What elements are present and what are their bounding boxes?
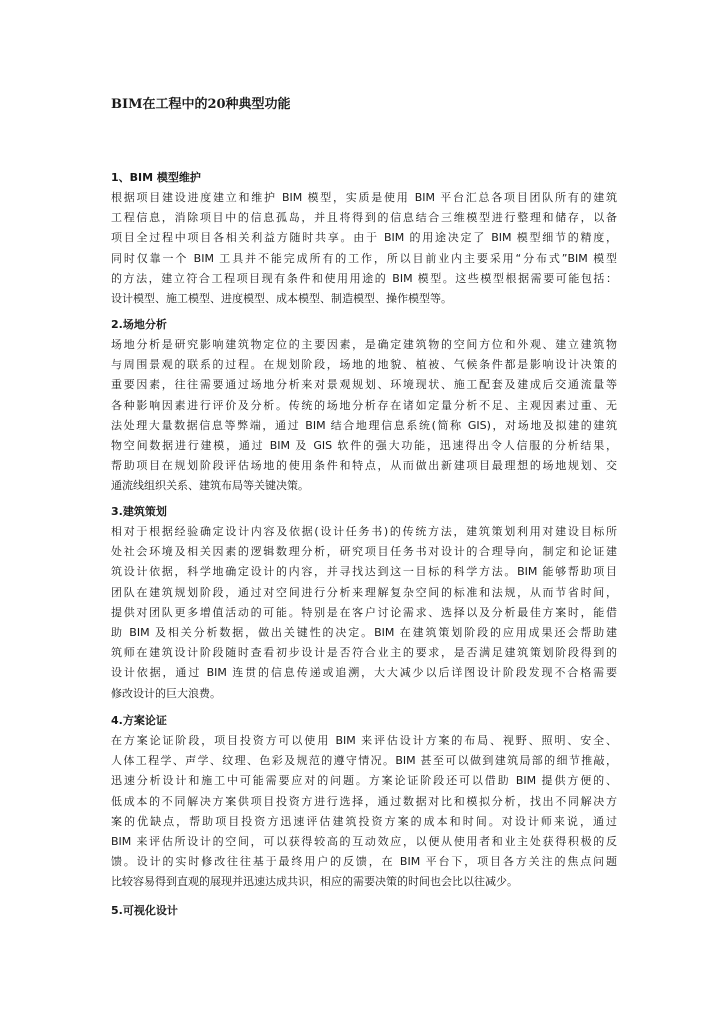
- paragraph-line: 与周围景观的联系的过程。在规划阶段，场地的地貌、植被、气候条件都是影响设计决策的: [111, 358, 617, 372]
- paragraph-line: 迅速分析设计和施工中可能需要应对的问题。方案论证阶段还可以借助 BIM 提供方便的、: [111, 774, 617, 788]
- paragraph-line: 人体工程学、声学、纹理、色彩及规范的遵守情况。BIM 甚至可以做到建筑局部的细节推敲，: [111, 754, 617, 768]
- paragraph-line: 设计模型、施工模型、进度模型、成本模型、制造模型、操作模型等。: [111, 291, 452, 305]
- section-heading: 4.方案论证: [111, 714, 167, 727]
- paragraph-line: 设计依据，通过 BIM 连贯的信息传递或追溯，大大减少以后详图设计阶段发现不合格需要: [111, 666, 617, 680]
- paragraph-line: 同时仅靠一个 BIM 工具并不能完成所有的工作，所以目前业内主要采用“分布式”BIM 模型: [111, 251, 617, 265]
- section-visual-design: [111, 901, 617, 921]
- paragraph-line: 处社会环境及相关因素的逻辑数理分析，研究项目任务书对设计的合理导向，制定和论证建: [111, 545, 617, 559]
- section-heading: 3.建筑策划: [111, 505, 167, 518]
- paragraph-line: 通流线组织关系、建筑布局等关键决策。: [111, 479, 309, 493]
- section-paragraph: [111, 731, 617, 893]
- paragraph-line: 案的优缺点，帮助项目投资方迅速评估建筑投资方案的成本和时间。对设计师来说，通过: [111, 814, 617, 828]
- section-scheme-demonstration: [111, 711, 617, 893]
- section-paragraph: [111, 335, 617, 497]
- document-title: BIM在工程中的20种典型功能: [111, 97, 291, 112]
- paragraph-line: 项目全过程中项目各相关利益方随时共享。由于 BIM 的用途决定了 BIM 模型细节的精度，: [111, 231, 617, 245]
- section-architectural-programming: [111, 502, 617, 704]
- paragraph-line: 物空间数据进行建模，通过 BIM 及 GIS 软件的强大功能，迅速得出令人信服的分析结果，: [111, 438, 617, 452]
- paragraph-line: 各种影响因素进行评价及分析。传统的场地分析存在诸如定量分析不足、主观因素过重、无: [111, 398, 617, 412]
- paragraph-line: 低成本的不同解决方案供项目投资方进行选择，通过数据对比和模拟分析，找出不同解决方: [111, 794, 617, 808]
- paragraph-line: 工程信息，消除项目中的信息孤岛，并且将得到的信息结合三维模型进行整理和储存，以备: [111, 211, 617, 225]
- paragraph-line: 馈。设计的实时修改往往基于最终用户的反馈，在 BIM 平台下，项目各方关注的焦点问题: [111, 855, 617, 869]
- section-bim-model-maintenance: [111, 168, 617, 309]
- paragraph-line: 比较容易得到直观的展现并迅速达成共识，相应的需要决策的时间也会比以往减少。: [111, 875, 518, 889]
- section-heading: 2.场地分析: [111, 318, 167, 331]
- paragraph-line: 在方案论证阶段，项目投资方可以使用 BIM 来评估设计方案的布局、视野、照明、安全、: [111, 734, 617, 747]
- paragraph-line: 相对于根据经验确定设计内容及依据(设计任务书)的传统方法，建筑策划利用对建设目标所: [111, 525, 617, 538]
- paragraph-line: BIM 来评估所设计的空间，可以获得较高的互动效应，以便从使用者和业主处获得积极的反: [111, 834, 617, 848]
- paragraph-line: 帮助项目在规划阶段评估场地的使用条件和特点，从而做出新建项目最理想的场地规划、交: [111, 459, 617, 473]
- paragraph-line: 提供对团队更多增值活动的可能。特别是在客户讨论需求、选择以及分析最佳方案时，能借: [111, 605, 617, 619]
- section-heading: 5.可视化设计: [111, 904, 178, 917]
- paragraph-line: 修改设计的巨大浪费。: [111, 686, 221, 700]
- paragraph-line: 法处理大量数据信息等弊端，通过 BIM 结合地理信息系统(简称 GIS)，对场地及拟建的建筑: [111, 418, 617, 432]
- section-paragraph: [111, 522, 617, 704]
- paragraph-line: 筑师在建筑设计阶段随时查看初步设计是否符合业主的要求，是否满足建筑策划阶段得到的: [111, 646, 617, 660]
- section-heading: 1、BIM 模型维护: [111, 171, 201, 184]
- section-paragraph: [111, 188, 617, 309]
- paragraph-line: 筑设计依据，科学地确定设计的内容，并寻找达到这一目标的科学方法。BIM 能够帮助项目: [111, 565, 617, 579]
- paragraph-line: 助 BIM 及相关分析数据，做出关键性的决定。BIM 在建筑策划阶段的应用成果还会帮助建: [111, 625, 617, 639]
- paragraph-line: 根据项目建设进度建立和维护 BIM 模型，实质是使用 BIM 平台汇总各项目团队所有的建筑: [111, 191, 617, 204]
- paragraph-line: 团队在建筑规划阶段，通过对空间进行分析来理解复杂空间的标准和法规，从而节省时间，: [111, 585, 617, 599]
- paragraph-line: 重要因素，往往需要通过场地分析来对景观规划、环境现状、施工配套及建成后交通流量等: [111, 378, 617, 392]
- paragraph-line: 场地分析是研究影响建筑物定位的主要因素，是确定建筑物的空间方位和外观、建立建筑物: [111, 338, 617, 351]
- paragraph-line: 的方法，建立符合工程项目现有条件和使用用途的 BIM 模型。这些模型根据需要可能包括：: [111, 271, 617, 285]
- section-site-analysis: [111, 315, 617, 497]
